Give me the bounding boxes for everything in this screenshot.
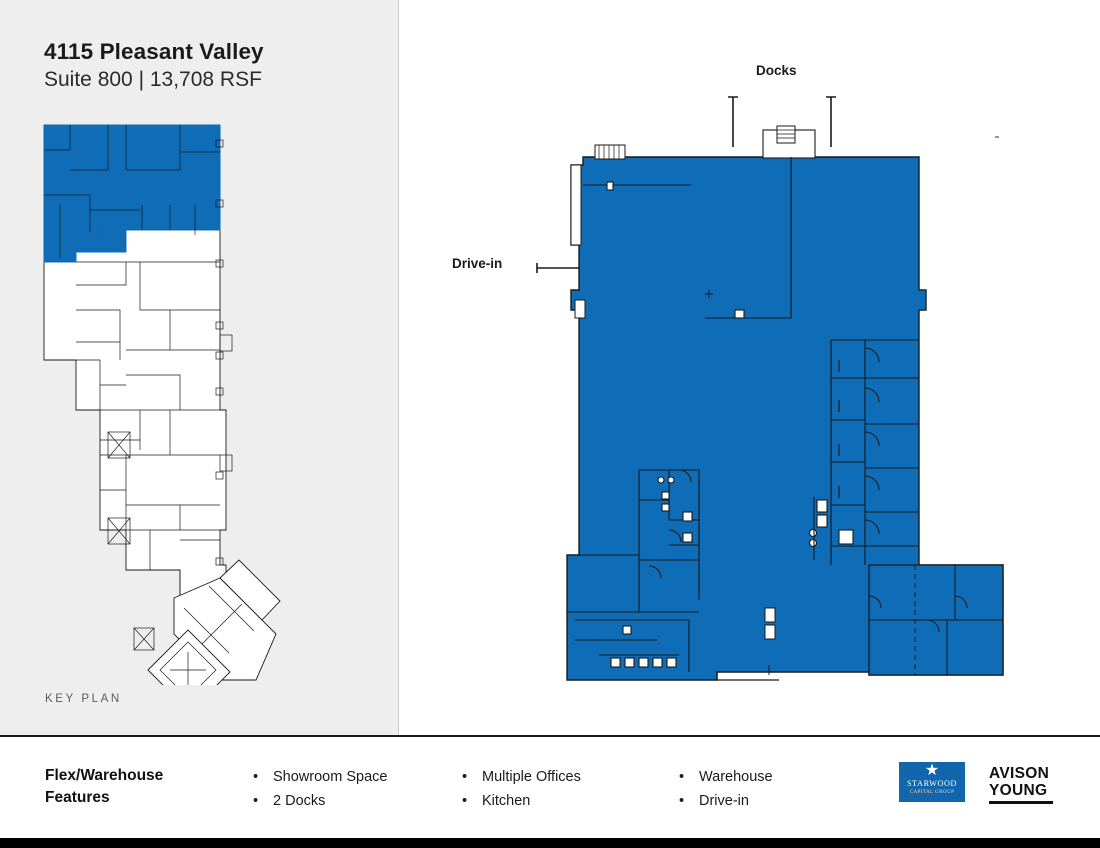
drive-in-label: Drive-in (452, 256, 503, 271)
floor-plan-diagram (399, 0, 1100, 735)
bullet-icon: • (253, 769, 259, 785)
feature-label: Showroom Space (273, 769, 388, 785)
feature-item (679, 791, 773, 813)
key-plan-diagram (30, 110, 300, 685)
starwood-capital-group-logo (899, 762, 965, 802)
feature-item (679, 767, 773, 789)
drive-in-leader-line (537, 263, 579, 273)
suite-subtitle: Suite 800 | 13,708 RSF (44, 68, 262, 92)
feature-label: Multiple Offices (482, 769, 581, 785)
feature-column-2 (462, 767, 581, 815)
avison-young-logo (989, 766, 1053, 804)
bullet-icon: • (679, 792, 685, 809)
page-title: 4115 Pleasant Valley (44, 39, 264, 64)
feature-label: Kitchen (482, 792, 531, 809)
bullet-icon: • (462, 792, 468, 809)
feature-item (253, 791, 387, 813)
starwood-wordmark: STARWOOD (906, 779, 958, 788)
star-icon: ★ (924, 762, 940, 779)
feature-label: 2 Docks (273, 792, 326, 809)
key-plan-label: KEY PLAN (45, 693, 122, 705)
logo-rule (989, 801, 1053, 804)
footer-title-line2: Features (45, 789, 110, 807)
young-wordmark: YOUNG (989, 781, 1048, 799)
key-plan-panel (0, 0, 399, 735)
avison-wordmark: AVISON (989, 765, 1050, 782)
title-block (44, 38, 374, 93)
feature-item (253, 767, 387, 789)
bullet-icon: • (679, 769, 685, 785)
feature-column-3 (679, 767, 773, 815)
bottom-bar (0, 838, 1100, 848)
bullet-icon: • (462, 769, 468, 785)
feature-label: Warehouse (699, 769, 773, 785)
footer-title-line1: Flex/Warehouse (45, 767, 164, 784)
feature-column-1 (253, 767, 387, 815)
starwood-tagline: CAPITAL GROUP (909, 789, 955, 795)
footer-title (45, 765, 255, 810)
bullet-icon: • (253, 792, 259, 809)
feature-item (462, 767, 581, 789)
feature-label: Drive-in (699, 792, 749, 809)
docks-label: Docks (756, 63, 797, 78)
feature-item (462, 791, 581, 813)
